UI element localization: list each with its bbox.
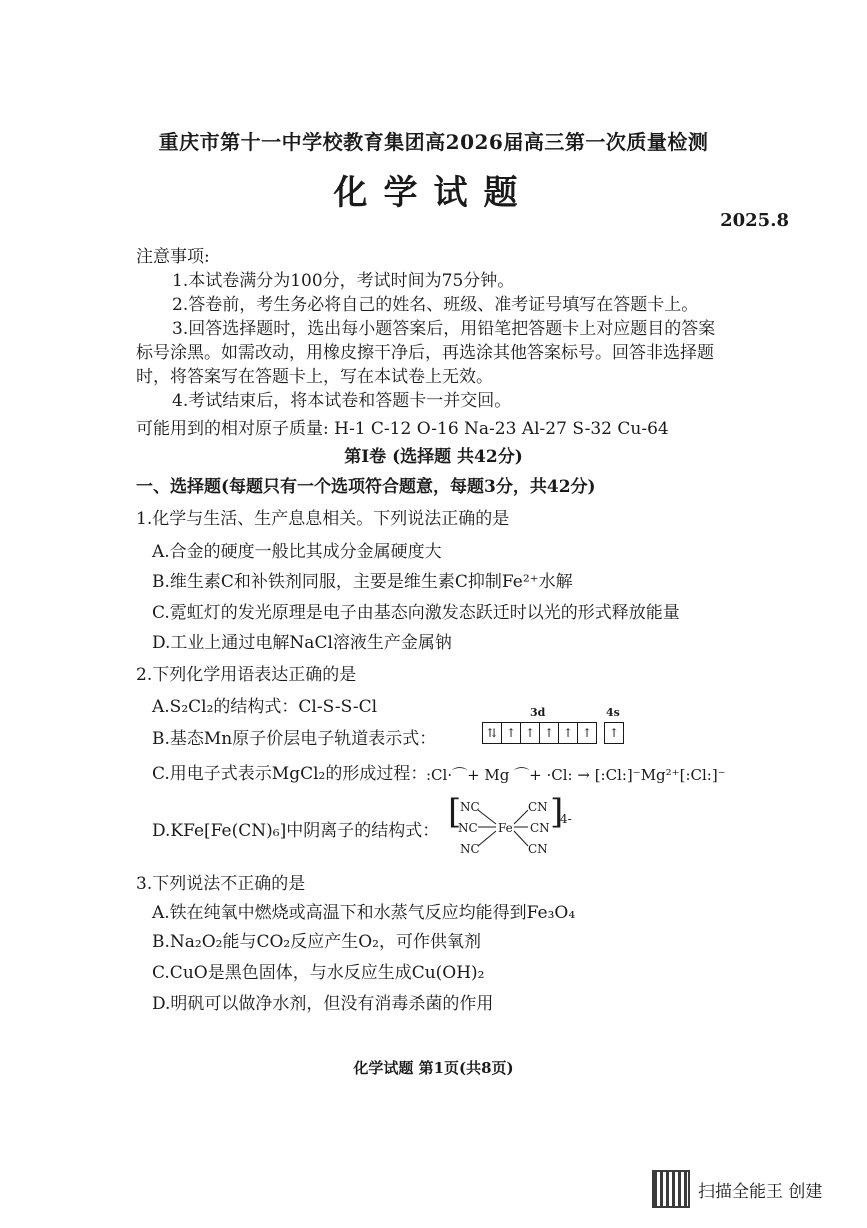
ligand-nc-bottom: NC xyxy=(460,842,480,856)
atomic-mass-line: 可能用到的相对原子质量: H-1 C-12 O-16 Na-23 Al-27 S-32 Cu-64 xyxy=(136,419,669,439)
section-heading: 一、选择题(每题只有一个选项符合题意，每题3分，共42分) xyxy=(136,477,596,497)
q1-option-d: D.工业上通过电解NaCl溶液生产金属钠 xyxy=(152,633,452,653)
orbital-4s-label: 4s xyxy=(606,706,620,719)
orbital-box: ⇅ xyxy=(483,723,502,743)
q1-option-c: C.霓虹灯的发光原理是电子由基态向激发态跃迁时以光的形式释放能量 xyxy=(152,603,680,623)
page-title: 化学试题 xyxy=(333,173,534,213)
q1-option-b: B.维生素C和补铁剂同服，主要是维生素C抑制Fe²⁺水解 xyxy=(152,572,573,592)
q2-stem: 2.下列化学用语表达正确的是 xyxy=(136,665,357,685)
exam-header: 重庆市第十一中学校教育集团高2026届高三第一次质量检测 xyxy=(158,130,709,154)
orbital-box: ↑ xyxy=(559,723,578,743)
q3-option-c: C.CuO是黑色固体，与水反应生成Cu(OH)₂ xyxy=(152,963,485,983)
right-bracket: ] xyxy=(550,792,564,832)
notice-item-3: 3.回答选择题时，选出每小题答案后，用铅笔把答题卡上对应题目的答案 xyxy=(172,319,716,339)
orbital-3d xyxy=(482,706,597,744)
volume-heading: 第Ⅰ卷 (选择题 共42分) xyxy=(344,447,523,467)
orbital-3d-boxes xyxy=(482,722,597,744)
ferrocyanide-structure xyxy=(448,792,588,860)
ligand-cn-top: CN xyxy=(528,800,548,814)
ligand-cn-mid: CN xyxy=(530,821,550,835)
q3-option-a: A.铁在纯氧中燃烧或高温下和水蒸气反应均能得到Fe₃O₄ xyxy=(152,903,576,923)
q2-c-electron-formula: :Cl·⌒+ Mg ⌒+ ·Cl: → [:Cl:]⁻Mg²⁺[:Cl:]⁻ xyxy=(426,766,726,784)
q3-stem: 3.下列说法不正确的是 xyxy=(136,874,306,894)
q1-option-a: A.合金的硬度一般比其成分金属硬度大 xyxy=(152,542,442,562)
q1-stem: 1.化学与生活、生产息息相关。下列说法正确的是 xyxy=(136,509,510,529)
ligand-cn-bottom: CN xyxy=(528,842,548,856)
orbital-box: ↑ xyxy=(608,726,620,740)
orbital-4s xyxy=(604,706,624,744)
notice-item-3-cont2: 时，将答案写在答题卡上，写在本试卷上无效。 xyxy=(136,367,493,387)
notice-heading: 注意事项: xyxy=(136,247,210,267)
orbital-box: ↑ xyxy=(502,723,521,743)
q3-option-d: D.明矾可以做净水剂，但没有消毒杀菌的作用 xyxy=(152,994,494,1014)
coordination-bonds xyxy=(448,800,588,860)
notice-item-1: 1.本试卷满分为100分，考试时间为75分钟。 xyxy=(172,271,515,291)
page-footer: 化学试题 第1页(共8页) xyxy=(353,1059,514,1077)
notice-item-3-cont1: 标号涂黑。如需改动，用橡皮擦干净后，再选涂其他答案标号。回答非选择题 xyxy=(136,343,714,363)
ligand-nc-mid: NC xyxy=(458,821,478,835)
qr-code-icon xyxy=(652,1170,690,1208)
ligand-nc-top: NC xyxy=(460,800,480,814)
q2-option-d: D.KFe[Fe(CN)₆]中阴离子的结构式： xyxy=(152,821,440,841)
orbital-box: ↑ xyxy=(540,723,559,743)
q3-option-b: B.Na₂O₂能与CO₂反应产生O₂，可作供氧剂 xyxy=(152,932,481,952)
exam-date: 2025.8 xyxy=(720,210,789,231)
scanner-watermark xyxy=(652,1170,822,1208)
central-fe: Fe xyxy=(498,821,513,835)
q2-option-a: A.S₂Cl₂的结构式：Cl-S-S-Cl xyxy=(152,697,378,717)
notice-item-4: 4.考试结束后，将本试卷和答题卡一并交回。 xyxy=(172,391,512,411)
notice-item-2: 2.答卷前，考生务必将自己的姓名、班级、准考证号填写在答题卡上。 xyxy=(172,295,699,315)
anion-charge: 4- xyxy=(560,812,572,826)
orbital-box: ↑ xyxy=(521,723,540,743)
q2-option-b: B.基态Mn原子价层电子轨道表示式： xyxy=(152,729,437,749)
q2-option-c: C.用电子式表示MgCl₂的形成过程： xyxy=(152,764,428,784)
left-bracket: [ xyxy=(448,792,462,832)
orbital-4s-boxes xyxy=(604,722,624,744)
orbital-3d-label: 3d xyxy=(530,706,546,719)
orbital-box: ↑ xyxy=(581,726,593,740)
scanner-label: 扫描全能王 创建 xyxy=(698,1181,823,1202)
